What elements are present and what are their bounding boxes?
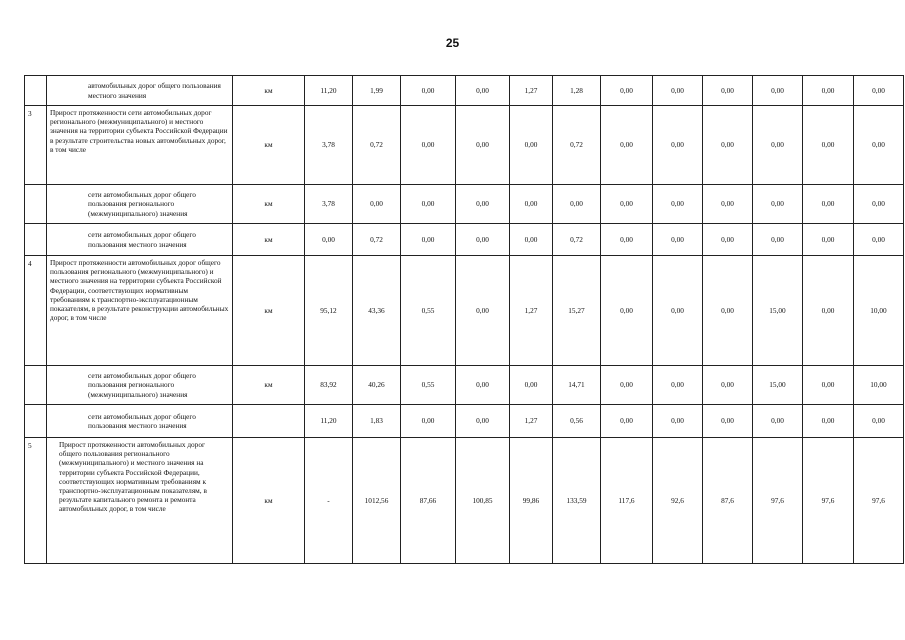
value-cell: 0,00 xyxy=(653,106,703,185)
page-number: 25 xyxy=(445,36,460,50)
value-cell: 0,00 xyxy=(456,405,510,438)
value-cell: 0,00 xyxy=(703,106,753,185)
value-cell: 0,72 xyxy=(353,106,401,185)
row-number-cell xyxy=(25,405,47,438)
value-cell: 0,00 xyxy=(653,366,703,405)
value-cell: 0,00 xyxy=(401,185,456,224)
value-cell: 0,00 xyxy=(601,185,653,224)
row-number-cell: 5 xyxy=(25,438,47,564)
value-cell: 15,00 xyxy=(753,366,803,405)
unit-cell: км xyxy=(233,224,305,256)
value-cell: 0,00 xyxy=(753,185,803,224)
table-row xyxy=(25,366,904,405)
value-cell: 1,27 xyxy=(510,76,553,106)
value-cell: 0,00 xyxy=(703,185,753,224)
value-cell: 3,78 xyxy=(305,106,353,185)
value-cell: 0,55 xyxy=(401,366,456,405)
value-cell: 0,00 xyxy=(510,224,553,256)
value-cell: 0,00 xyxy=(703,256,753,366)
value-cell: 0,00 xyxy=(703,224,753,256)
unit-cell: км xyxy=(233,185,305,224)
value-cell: 0,72 xyxy=(553,224,601,256)
indicator-description-cell: Прирост протяженности автомобильных дорог общего пользования регионального (межмуниципального) и местного значения на территории субъекта Российской Федерации, соответствующих нормативным требованиям к транспортно-эксплуатационным показателям, в результате реконструкции автомобильных дорог, в том числе xyxy=(47,256,233,366)
indicator-description-cell: автомобильных дорог общего пользования местного значения xyxy=(47,76,233,106)
table-row xyxy=(25,224,904,256)
value-cell: 11,20 xyxy=(305,405,353,438)
value-cell: 87,66 xyxy=(401,438,456,564)
value-cell: 3,78 xyxy=(305,185,353,224)
value-cell: 0,00 xyxy=(703,405,753,438)
value-cell: 43,36 xyxy=(353,256,401,366)
row-number-cell xyxy=(25,76,47,106)
value-cell: 0,00 xyxy=(803,106,854,185)
table-row xyxy=(25,76,904,106)
value-cell: 1,99 xyxy=(353,76,401,106)
value-cell: 15,27 xyxy=(553,256,601,366)
value-cell: 0,00 xyxy=(510,366,553,405)
value-cell: 0,56 xyxy=(553,405,601,438)
value-cell: 117,6 xyxy=(601,438,653,564)
table-row xyxy=(25,438,904,564)
value-cell: 14,71 xyxy=(553,366,601,405)
row-number-cell: 3 xyxy=(25,106,47,185)
value-cell: 1,27 xyxy=(510,405,553,438)
row-number-cell xyxy=(25,185,47,224)
value-cell: 0,00 xyxy=(401,405,456,438)
unit-cell: км xyxy=(233,438,305,564)
table-row xyxy=(25,256,904,366)
value-cell: 0,55 xyxy=(401,256,456,366)
value-cell: 0,00 xyxy=(703,366,753,405)
row-number-cell: 4 xyxy=(25,256,47,366)
value-cell: - xyxy=(305,438,353,564)
value-cell: 97,6 xyxy=(753,438,803,564)
unit-cell: км xyxy=(233,366,305,405)
value-cell: 11,20 xyxy=(305,76,353,106)
indicator-description-cell: сети автомобильных дорог общего пользования регионального (межмуниципального) значения xyxy=(47,185,233,224)
value-cell: 99,86 xyxy=(510,438,553,564)
row-number-cell xyxy=(25,366,47,405)
value-cell: 0,00 xyxy=(510,106,553,185)
value-cell: 0,00 xyxy=(803,256,854,366)
unit-cell: км xyxy=(233,256,305,366)
value-cell: 0,00 xyxy=(753,106,803,185)
row-number-cell xyxy=(25,224,47,256)
value-cell: 1,83 xyxy=(353,405,401,438)
value-cell: 0,00 xyxy=(401,106,456,185)
table-row xyxy=(25,405,904,438)
unit-cell: км xyxy=(233,106,305,185)
value-cell: 87,6 xyxy=(703,438,753,564)
value-cell: 0,00 xyxy=(601,106,653,185)
table-row xyxy=(25,185,904,224)
value-cell: 0,00 xyxy=(601,366,653,405)
value-cell: 0,00 xyxy=(653,224,703,256)
value-cell: 40,26 xyxy=(353,366,401,405)
value-cell: 0,00 xyxy=(803,185,854,224)
value-cell: 0,00 xyxy=(854,106,904,185)
value-cell: 10,00 xyxy=(854,256,904,366)
value-cell: 0,00 xyxy=(854,185,904,224)
value-cell: 95,12 xyxy=(305,256,353,366)
value-cell: 0,00 xyxy=(601,76,653,106)
value-cell: 133,59 xyxy=(553,438,601,564)
indicator-description-cell: Прирост протяженности автомобильных дорог общего пользования регионального (межмуниципального) и местного значения на территории субъекта Российской Федерации, соответствующих нормативным требованиям к транспортно-эксплуатационным показателям, в результате капитального ремонта и ремонта автомобильных дорог, в том числе xyxy=(47,438,233,564)
value-cell: 0,00 xyxy=(456,106,510,185)
value-cell: 92,6 xyxy=(653,438,703,564)
value-cell: 0,00 xyxy=(456,256,510,366)
value-cell: 0,00 xyxy=(401,76,456,106)
value-cell: 0,00 xyxy=(653,185,703,224)
value-cell: 0,00 xyxy=(553,185,601,224)
value-cell: 0,00 xyxy=(510,185,553,224)
value-cell: 0,00 xyxy=(305,224,353,256)
value-cell: 0,72 xyxy=(553,106,601,185)
indicator-description-cell: сети автомобильных дорог общего пользования регионального (межмуниципального) значения xyxy=(47,366,233,405)
value-cell: 100,85 xyxy=(456,438,510,564)
value-cell: 0,00 xyxy=(401,224,456,256)
value-cell: 0,00 xyxy=(653,76,703,106)
value-cell: 0,00 xyxy=(353,185,401,224)
value-cell: 0,00 xyxy=(854,224,904,256)
value-cell: 0,00 xyxy=(601,224,653,256)
value-cell: 0,00 xyxy=(456,224,510,256)
value-cell: 0,00 xyxy=(803,405,854,438)
value-cell: 15,00 xyxy=(753,256,803,366)
unit-cell: км xyxy=(233,76,305,106)
value-cell: 0,00 xyxy=(753,405,803,438)
value-cell: 0,00 xyxy=(601,256,653,366)
value-cell: 0,00 xyxy=(456,366,510,405)
value-cell: 0,00 xyxy=(601,405,653,438)
table-row xyxy=(25,106,904,185)
value-cell: 0,00 xyxy=(753,76,803,106)
value-cell: 1012,56 xyxy=(353,438,401,564)
value-cell: 0,00 xyxy=(703,76,753,106)
value-cell: 97,6 xyxy=(803,438,854,564)
value-cell: 0,00 xyxy=(653,405,703,438)
indicator-description-cell: сети автомобильных дорог общего пользования местного значения xyxy=(47,224,233,256)
value-cell: 0,00 xyxy=(653,256,703,366)
unit-cell xyxy=(233,405,305,438)
value-cell: 83,92 xyxy=(305,366,353,405)
value-cell: 0,00 xyxy=(803,224,854,256)
value-cell: 0,00 xyxy=(803,76,854,106)
indicators-table xyxy=(24,75,904,564)
value-cell: 10,00 xyxy=(854,366,904,405)
value-cell: 0,00 xyxy=(854,76,904,106)
indicator-description-cell: Прирост протяженности сети автомобильных дорог регионального (межмуниципального) и местного значения на территории субъекта Российской Федерации в результате строительства новых автомобильных дорог, в том числе xyxy=(47,106,233,185)
value-cell: 97,6 xyxy=(854,438,904,564)
value-cell: 0,00 xyxy=(854,405,904,438)
value-cell: 0,00 xyxy=(803,366,854,405)
value-cell: 0,00 xyxy=(456,76,510,106)
value-cell: 1,28 xyxy=(553,76,601,106)
value-cell: 0,00 xyxy=(456,185,510,224)
value-cell: 1,27 xyxy=(510,256,553,366)
indicator-description-cell: сети автомобильных дорог общего пользования местного значения xyxy=(47,405,233,438)
value-cell: 0,00 xyxy=(753,224,803,256)
value-cell: 0,72 xyxy=(353,224,401,256)
